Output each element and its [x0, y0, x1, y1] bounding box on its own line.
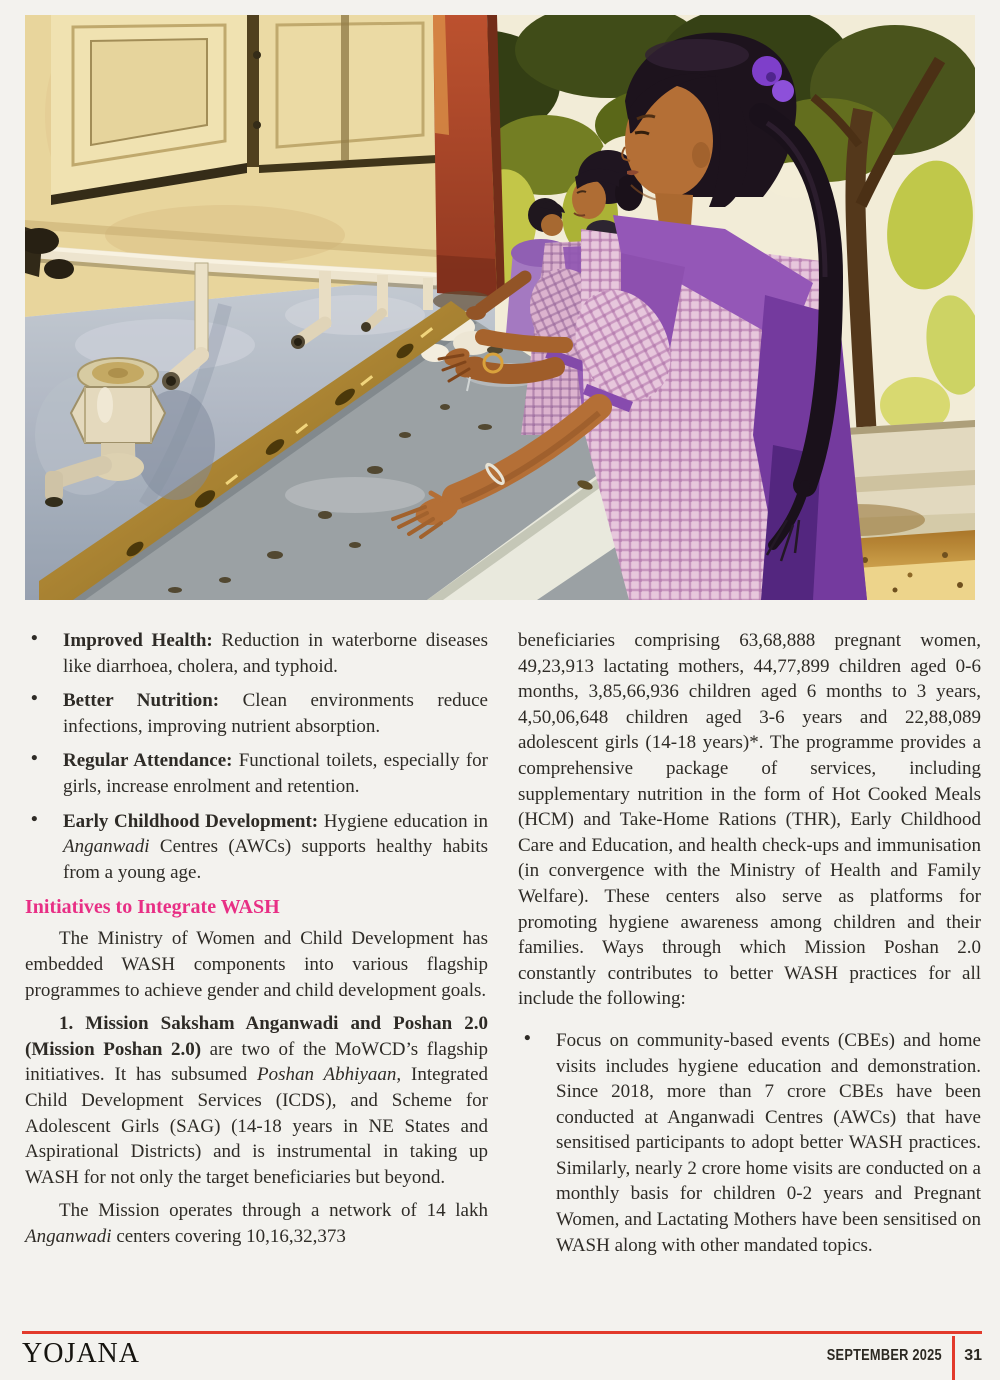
footer-divider	[952, 1336, 955, 1380]
wash-initiatives-heading: Initiatives to Integrate WASH	[25, 896, 280, 919]
list-item-cbes	[518, 1028, 981, 1258]
poshan-ways-list	[518, 1028, 981, 1258]
page-footer	[22, 1331, 982, 1380]
paragraph-mission-poshan	[25, 1011, 488, 1190]
bullet-label: Early Childhood Development:	[63, 810, 319, 832]
bullet-label: Better Nutrition:	[63, 690, 220, 712]
wash-benefits-list	[25, 628, 488, 885]
magazine-title: YOJANA	[22, 1338, 140, 1369]
bold-run: 1. Mission Saksham Anganwadi and Poshan 2.0 (Mission Poshan 2.0)	[25, 1013, 488, 1060]
italic-term: Anganwadi	[25, 1225, 112, 1247]
bullet-marker: •	[31, 748, 38, 770]
list-item-regular-attendance	[25, 748, 488, 799]
footer-rule	[22, 1331, 982, 1334]
text-run: The Mission operates through a network of 14 lakh	[59, 1200, 488, 1222]
text-run: are two of the MoWCD’s flagship initiatives. It has subsumed	[25, 1038, 488, 1086]
list-item-improved-health	[25, 628, 488, 679]
paragraph-ministry: The Ministry of Women and Child Development has embedded WASH components into various flagship programmes to achieve gender and child development goals.	[25, 928, 488, 1001]
italic-term: Poshan Abhiyaan	[257, 1064, 397, 1086]
bullet-label: Improved Health:	[63, 630, 213, 651]
bullet-marker: •	[31, 688, 38, 710]
bullet-marker: •	[31, 628, 38, 649]
bullet-text: Focus on community-based events (CBEs) and home visits includes hygiene education and demonstration. Since 2018, more than 7 crore CBEs have been conducted at Anganwadi Centres (AWCs) that have sensitised participants to adopt better WASH practices. Similarly, nearly 2 crore home visits are conducted on a monthly basis for children 0-2 years and Pregnant Women, and Lactating Mothers have been sensitised on WASH along with other mandated topics.	[556, 1029, 981, 1256]
paragraph-beneficiaries: beneficiaries comprising 63,68,888 pregnant women, 49,23,913 lactating mothers, 44,77,899 children aged 0-6 months, 3,85,66,936 children aged 6 months to 3 years, 4,50,06,648 children aged 3-6 years and 22,88,089 adolescent girls (14-18 years)*. The programme provides a comprehensive package of services, including supplementary nutrition in the form of Hot Cooked Meals (HCM) and Take-Home Rations (THR), Early Childhood Care and Education, and health check-ups and immunisation (in convergence with the Ministry of Health and Family Welfare). These centers also serve as platforms for promoting hygiene awareness among children and their families. Ways through which Mission Poshan 2.0 constantly contributes to better WASH practices for all include the following:	[518, 630, 981, 1010]
article-photo	[25, 15, 975, 600]
bullet-label: Regular Attendance:	[63, 750, 233, 772]
bullet-text: Clean environments reduce infections, improving nutrient absorption.	[63, 690, 488, 737]
right-column	[518, 628, 981, 1267]
left-column	[25, 628, 488, 1257]
page-number: 31	[964, 1347, 982, 1364]
list-item-early-childhood	[25, 809, 488, 886]
italic-term: Anganwadi	[63, 836, 150, 858]
issue-date: SEPTEMBER 2025	[827, 1347, 943, 1364]
bullet-text: Centres (AWCs) supports healthy habits from a young age.	[63, 836, 488, 883]
bullet-marker: •	[31, 808, 38, 830]
bullet-marker: •	[524, 1027, 531, 1049]
bullet-text: Functional toilets, especially for girls, increase enrolment and retention.	[63, 750, 488, 797]
bullet-text: Reduction in waterborne diseases like diarrhoea, cholera, and typhoid.	[63, 630, 489, 677]
bullet-text: Hygiene education in	[318, 810, 488, 832]
paragraph-mission-network	[25, 1198, 488, 1249]
text-run: centers covering 10,16,32,373	[111, 1225, 346, 1247]
text-run: , Integrated Child Development Services (ICDS), and Scheme for Adolescent Girls (SAG) (14-18 years in NE States and Aspirational Districts) and is instrumental in taking up WASH for not only the target beneficiaries but beyond.	[25, 1064, 489, 1188]
handwashing-photo-illustration	[25, 15, 975, 600]
list-item-better-nutrition	[25, 688, 488, 739]
